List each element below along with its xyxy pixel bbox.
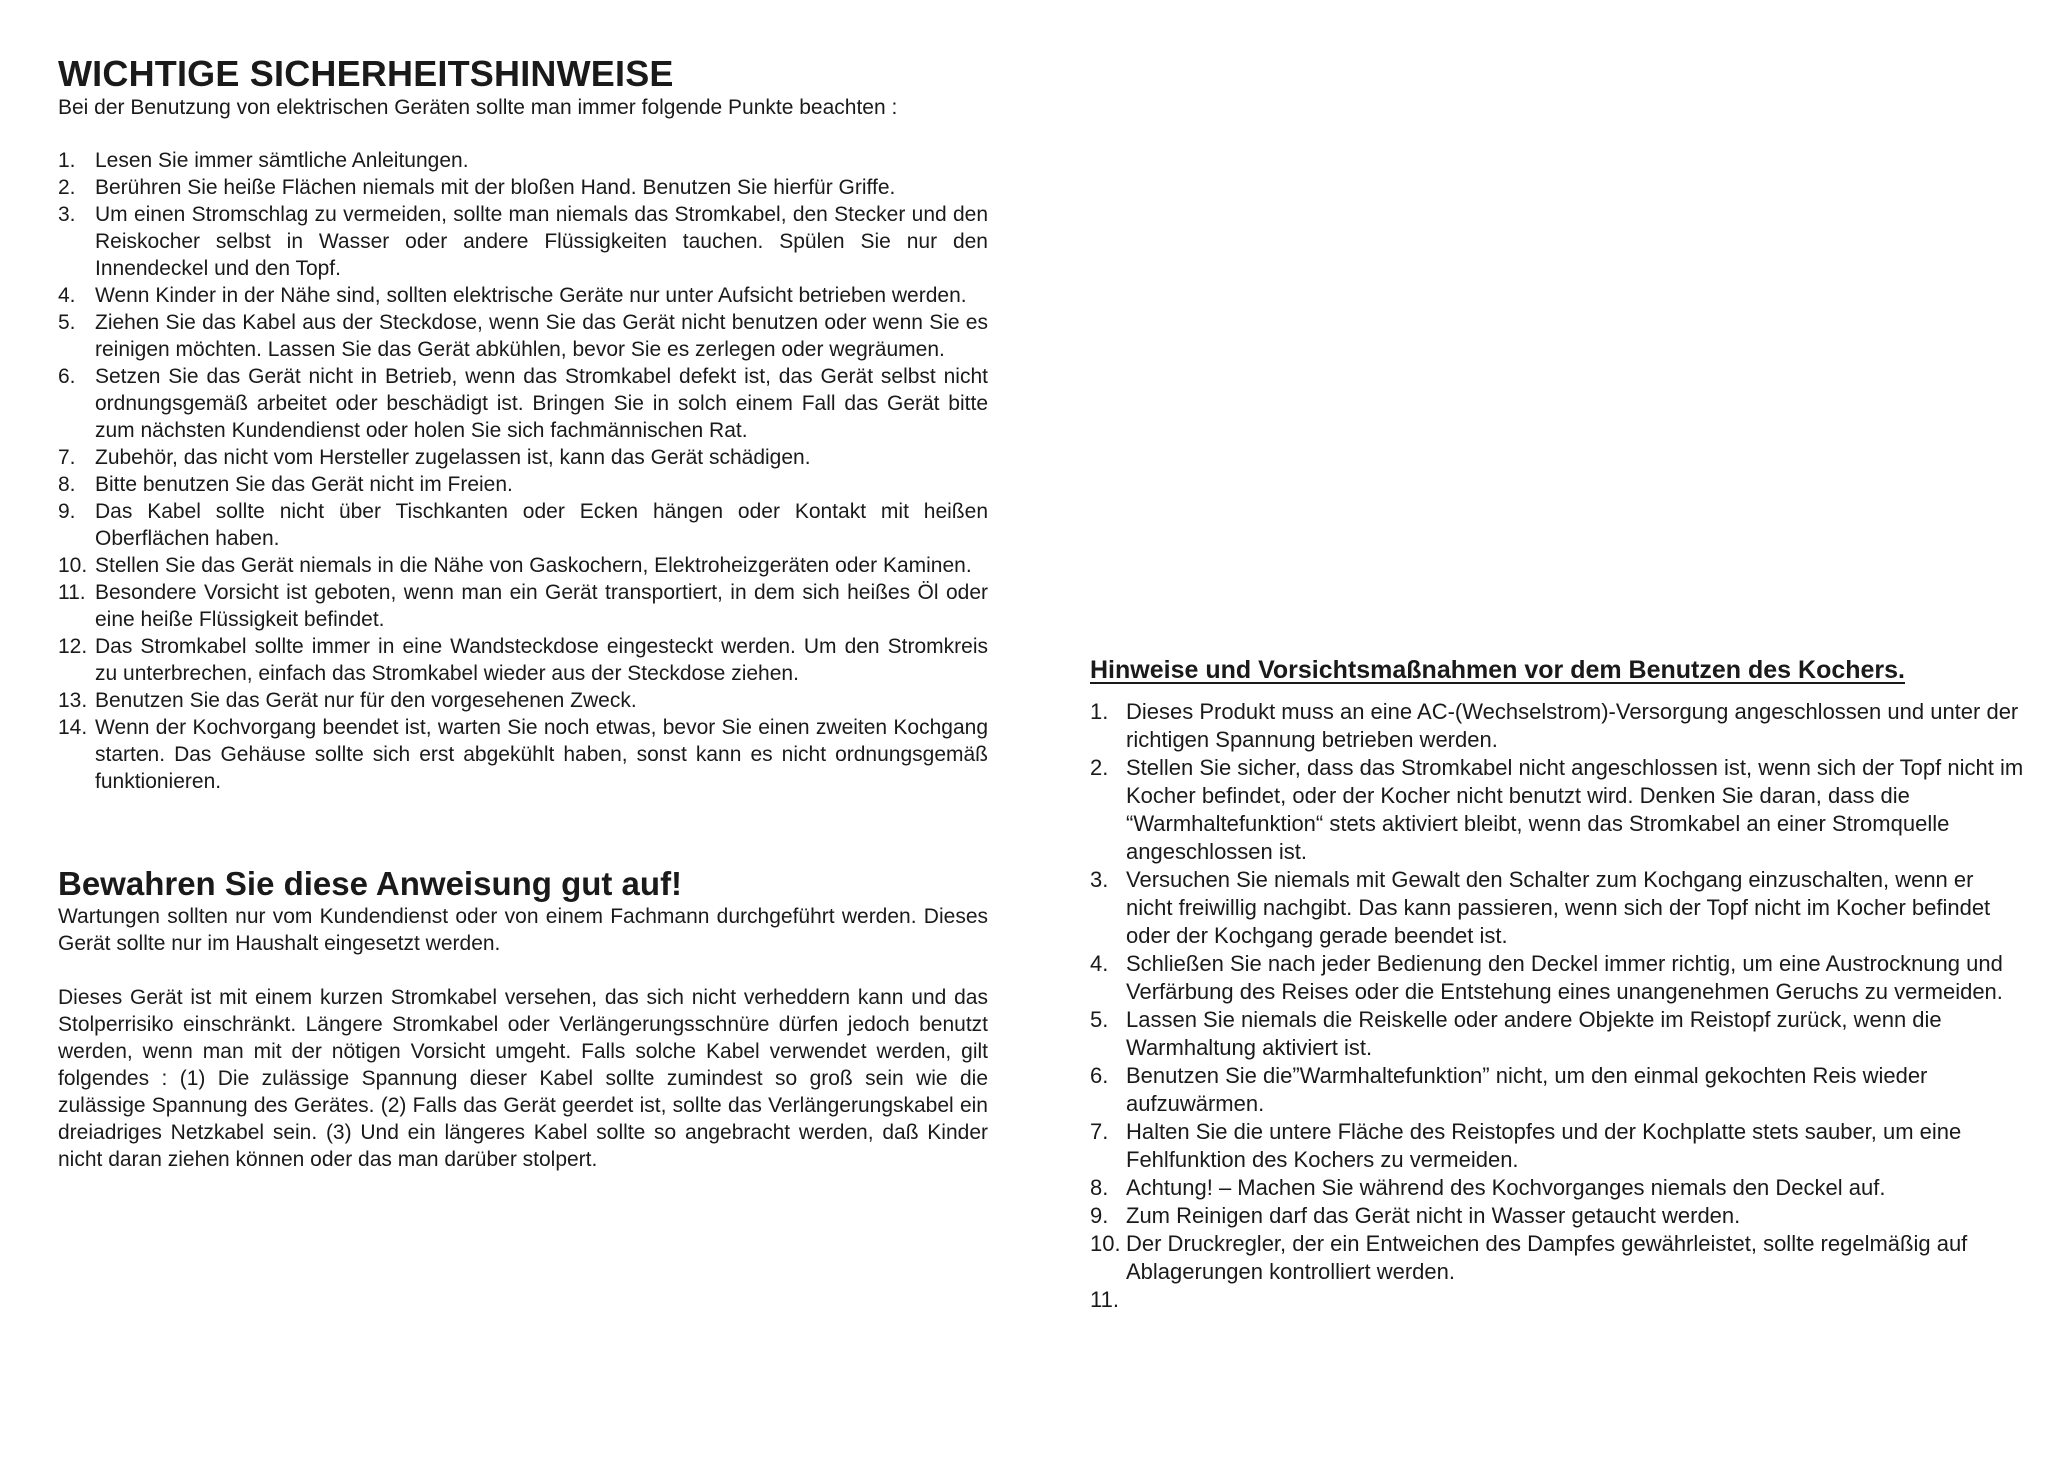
list-item — [58, 714, 988, 795]
item-text: Versuchen Sie niemals mit Gewalt den Schalter zum Kochgang einzuschalten, wenn er nicht freiwillig nachgibt. Das kann passieren, wenn sich der Topf nicht im Kocher befindet oder der Kochgang gerade beendet ist. — [1126, 867, 1991, 948]
precautions-heading: Hinweise und Vorsichtsmaßnahmen vor dem Benutzen des Kochers. — [1090, 656, 1906, 684]
item-text: Stellen Sie sicher, dass das Stromkabel nicht angeschlossen ist, wenn sich der Topf nicht im Kocher befindet, oder der Kocher nicht benutzt wird. Denken Sie daran, dass die “Warmhaltefunktion“ stets aktiviert bleibt, wenn das Stromkabel an einer Stromquelle angeschlossen ist. — [1126, 755, 2024, 864]
section-heading: Bewahren Sie diese Anweisung gut auf! — [58, 865, 683, 902]
item-number: 13. — [58, 689, 88, 712]
item-number: 10. — [58, 554, 88, 577]
item-text: Schließen Sie nach jeder Bedienung den Deckel immer richtig, um eine Austrocknung und Verfärbung des Reises oder die Entstehung eines unangenehmen Geruchs zu vermeiden. — [1126, 951, 2003, 1004]
item-number: 7. — [58, 446, 76, 469]
item-number: 6. — [1090, 1063, 1109, 1088]
list-item — [58, 444, 988, 471]
item-text: Der Druckregler, der ein Entweichen des Dampfes gewährleistet, sollte regelmäßig auf Ablagerungen kontrolliert werden. — [1126, 1231, 1968, 1284]
item-text: Das Kabel sollte nicht über Tischkanten oder Ecken hängen oder Kontakt mit heißen Oberflächen haben. — [95, 500, 988, 550]
list-item — [58, 498, 988, 552]
list-item — [1090, 1062, 2025, 1118]
item-text: Lassen Sie niemals die Reiskelle oder andere Objekte im Reistopf zurück, wenn die Warmhaltung aktiviert ist. — [1126, 1007, 1942, 1060]
item-text: Lesen Sie immer sämtliche Anleitungen. — [95, 149, 469, 172]
cable-paragraph: Dieses Gerät ist mit einem kurzen Stromkabel versehen, das sich nicht verheddern kann und das Stolperrisiko einschränkt. Längere Stromkabel oder Verlängerungsschnüre dürfen jedoch benutzt werden, wenn man mit der nötigen Vorsicht umgeht. Falls solche Kabel verwendet werden, gilt folgendes : (1) Die zulässige Spannung dieser Kabel sollte zumindest so groß sein wie die zulässige Spannung des Gerätes. (2) Falls das Gerät geerdet ist, sollte das Verlängerungskabel ein dreiadriges Netzkabel sein. (3) Und ein längeres Kabel sollte so angebracht werden, daß Kinder nicht daran ziehen können oder das man darüber stolpert. — [58, 986, 988, 1171]
item-text: Wenn der Kochvorgang beendet ist, warten Sie noch etwas, bevor Sie einen zweiten Kochgang starten. Das Gehäuse sollte sich erst abgekühlt haben, sonst kann es nicht ordnungsgemäß funktionieren. — [95, 716, 988, 793]
list-item — [1090, 1202, 2025, 1230]
item-number: 3. — [58, 203, 76, 226]
list-item — [1090, 754, 2025, 866]
list-item — [1090, 1006, 2025, 1062]
item-text: Benutzen Sie die”Warmhaltefunktion” nicht, um den einmal gekochten Reis wieder aufzuwärmen. — [1126, 1063, 1928, 1116]
list-item — [58, 633, 988, 687]
list-item — [1090, 950, 2025, 1006]
item-text: Bitte benutzen Sie das Gerät nicht im Freien. — [95, 473, 513, 496]
list-item — [1090, 866, 2025, 950]
list-item — [58, 363, 988, 444]
item-number: 8. — [1090, 1175, 1109, 1200]
right-page — [1090, 654, 2025, 1314]
item-number: 5. — [58, 311, 76, 334]
list-item — [58, 309, 988, 363]
item-number: 6. — [58, 365, 76, 388]
item-number: 9. — [58, 500, 76, 523]
list-item — [58, 579, 988, 633]
item-text: Dieses Produkt muss an eine AC-(Wechselstrom)-Versorgung angeschlossen und unter der richtigen Spannung betrieben werden. — [1126, 699, 2019, 752]
item-text: Zubehör, das nicht vom Hersteller zugelassen ist, kann das Gerät schädigen. — [95, 446, 811, 469]
item-text: Benutzen Sie das Gerät nur für den vorgesehenen Zweck. — [95, 689, 637, 712]
precautions-list — [1090, 698, 2025, 1314]
item-number: 1. — [1090, 699, 1109, 724]
item-number: 7. — [1090, 1119, 1109, 1144]
list-item — [58, 282, 988, 309]
item-number: 9. — [1090, 1203, 1109, 1228]
item-text: Halten Sie die untere Fläche des Reistopfes und der Kochplatte stets sauber, um eine Fehlfunktion des Kochers zu vermeiden. — [1126, 1119, 1962, 1172]
item-number: 12. — [58, 635, 88, 658]
list-item — [1090, 1118, 2025, 1174]
item-text: Achtung! – Machen Sie während des Kochvorganges niemals den Deckel auf. — [1126, 1175, 1886, 1200]
left-page — [58, 54, 988, 1173]
intro-text: Bei der Benutzung von elektrischen Geräten sollte man immer folgende Punkte beachten : — [58, 96, 898, 119]
item-text: Ziehen Sie das Kabel aus der Steckdose, wenn Sie das Gerät nicht benutzen oder wenn Sie es reinigen möchten. Lassen Sie das Gerät abkühlen, bevor Sie es zerlegen oder wegräumen. — [95, 311, 988, 361]
list-item — [58, 201, 988, 282]
safety-list — [58, 147, 988, 795]
item-number: 14. — [58, 716, 88, 739]
item-text: Das Stromkabel sollte immer in eine Wandsteckdose eingesteckt werden. Um den Stromkreis zu unterbrechen, einfach das Stromkabel wieder aus der Steckdose ziehen. — [95, 635, 988, 685]
page-title: WICHTIGE SICHERHEITSHINWEISE — [58, 53, 674, 94]
item-text: Stellen Sie das Gerät niemals in die Nähe von Gaskochern, Elektroheizgeräten oder Kaminen. — [95, 554, 972, 577]
list-item — [1090, 1286, 2025, 1314]
list-item — [58, 687, 988, 714]
list-item — [58, 552, 988, 579]
item-number: 2. — [58, 176, 76, 199]
item-number: 5. — [1090, 1007, 1109, 1032]
list-item — [1090, 698, 2025, 754]
item-number: 3. — [1090, 867, 1109, 892]
item-number: 10. — [1090, 1231, 1121, 1256]
item-text: Setzen Sie das Gerät nicht in Betrieb, wenn das Stromkabel defekt ist, das Gerät selbst nicht ordnungsgemäß arbeitet oder beschädigt ist. Bringen Sie in solch einem Fall das Gerät bitte zum nächsten Kundendienst oder holen Sie sich fachmännischen Rat. — [95, 365, 988, 442]
item-number: 11. — [1090, 1287, 1119, 1312]
list-item — [58, 147, 988, 174]
item-text: Berühren Sie heiße Flächen niemals mit der bloßen Hand. Benutzen Sie hierfür Griffe. — [95, 176, 896, 199]
list-item — [58, 174, 988, 201]
item-number: 4. — [58, 284, 76, 307]
item-number: 2. — [1090, 755, 1109, 780]
item-number: 11. — [58, 581, 86, 604]
list-item — [1090, 1230, 2025, 1286]
list-item — [1090, 1174, 2025, 1202]
maintenance-paragraph: Wartungen sollten nur vom Kundendienst oder von einem Fachmann durchgeführt werden. Dieses Gerät sollte nur im Haushalt eingesetzt werden. — [58, 905, 988, 955]
item-text — [1126, 1286, 2025, 1314]
list-item — [58, 471, 988, 498]
item-text: Um einen Stromschlag zu vermeiden, sollte man niemals das Stromkabel, den Stecker und den Reiskocher selbst in Wasser oder andere Flüssigkeiten tauchen. Spülen Sie nur den Innendeckel und den Topf. — [95, 203, 988, 280]
item-text: Besondere Vorsicht ist geboten, wenn man ein Gerät transportiert, in dem sich heißes Öl oder eine heiße Flüssigkeit befindet. — [95, 581, 988, 631]
item-number: 1. — [58, 149, 76, 172]
item-number: 4. — [1090, 951, 1109, 976]
item-text: Wenn Kinder in der Nähe sind, sollten elektrische Geräte nur unter Aufsicht betrieben werden. — [95, 284, 967, 307]
item-text: Zum Reinigen darf das Gerät nicht in Wasser getaucht werden. — [1126, 1203, 1741, 1228]
item-number: 8. — [58, 473, 76, 496]
